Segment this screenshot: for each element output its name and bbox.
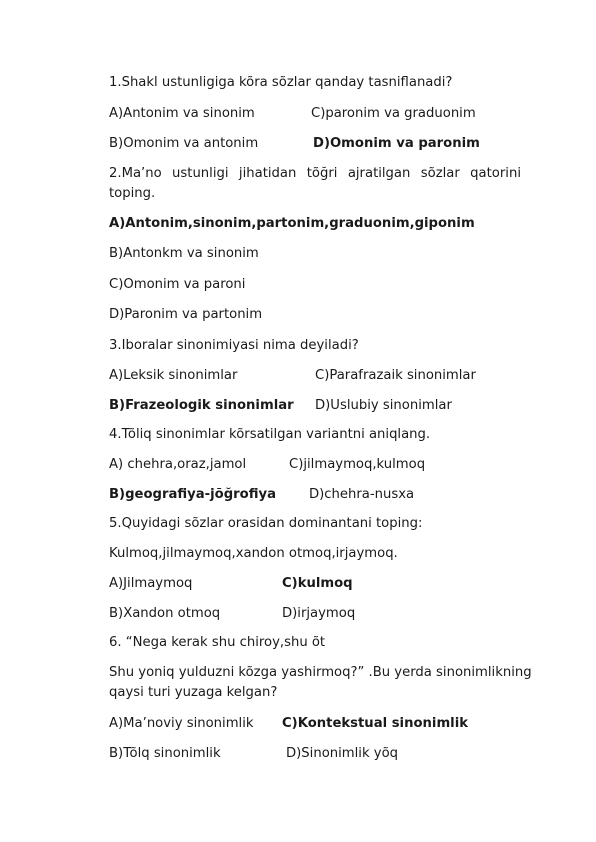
q1-option-a: A)Antonim va sinonim (109, 106, 255, 121)
q5-option-c-answer: C)kulmoq (282, 576, 353, 591)
q6-option-d: D)Sinonimlik yõq (286, 746, 399, 761)
q2-option-b: B)Antonkm va sinonim (109, 246, 259, 261)
q1-option-d-answer: D)Omonim va paronim (313, 136, 480, 151)
q2-option-a-answer: A)Antonim,sinonim,partonim,graduonim,giponim (109, 216, 475, 231)
q3-option-d: D)Uslubiy sinonimlar (315, 398, 452, 413)
question-4: 4.Tõliq sinonimlar kõrsatilgan variantni aniqlang. (109, 427, 431, 442)
q3-option-b-answer: B)Frazeologik sinonimlar (109, 398, 294, 413)
q6-option-b: B)Tõlq sinonimlik (109, 746, 221, 761)
question-6-line-2: Shu yoniq yulduzni kõzga yashirmoq?” .Bu yerda sinonimlikning (109, 665, 532, 680)
q2-option-c: C)Omonim va paroni (109, 277, 246, 292)
q5-option-d: D)irjaymoq (282, 606, 356, 621)
question-2-line-1: 2.Ma’no ustunligi jihatidan tõğri ajratilgan sõzlar qatorini (109, 166, 521, 181)
q6-option-a: A)Ma’noviy sinonimlik (109, 716, 254, 731)
q5-option-b: B)Xandon otmoq (109, 606, 221, 621)
q4-option-a: A) chehra,oraz,jamol (109, 457, 247, 472)
q5-word-list: Kulmoq,jilmaymoq,xandon otmoq,irjaymoq. (109, 546, 398, 561)
q3-option-c: C)Parafrazaik sinonimlar (315, 368, 476, 383)
q4-option-c: C)jilmaymoq,kulmoq (289, 457, 426, 472)
q4-option-b-answer: B)geografiya-jõğrofiya (109, 487, 276, 502)
question-2-line-2: toping. (109, 186, 156, 201)
question-3: 3.Iboralar sinonimiyasi nima deyiladi? (109, 338, 359, 353)
q1-option-c: C)paronim va graduonim (311, 106, 476, 121)
q4-option-d: D)chehra-nusxa (309, 487, 415, 502)
question-5: 5.Quyidagi sõzlar orasidan dominantani toping: (109, 516, 423, 531)
question-6-line-3: qaysi turi yuzaga kelgan? (109, 685, 278, 700)
question-6-line-1: 6. “Nega kerak shu chiroy,shu õt (109, 635, 326, 650)
q5-option-a: A)Jilmaymoq (109, 576, 193, 591)
q6-option-c-answer: C)Kontekstual sinonimlik (282, 716, 468, 731)
q2-option-d: D)Paronim va partonim (109, 307, 263, 322)
q1-option-b: B)Omonim va antonim (109, 136, 259, 151)
question-1: 1.Shakl ustunligiga kõra sõzlar qanday tasniflanadi? (109, 75, 453, 90)
q3-option-a: A)Leksik sinonimlar (109, 368, 238, 383)
